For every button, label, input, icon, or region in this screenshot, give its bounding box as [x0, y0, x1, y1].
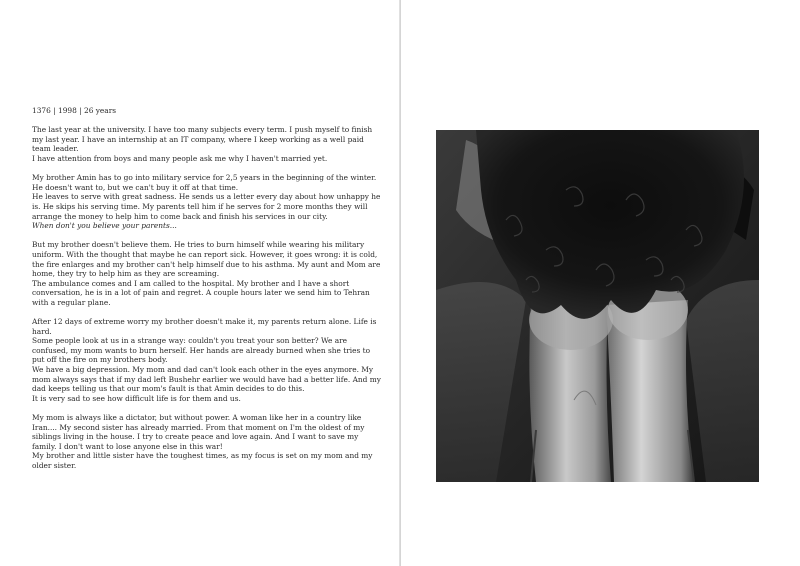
text-line: My brother and little sister have the toughest times, as my focus is set on my mom and my older sister. — [32, 451, 373, 470]
black-and-white-photo — [436, 130, 759, 482]
paragraph-university — [32, 125, 382, 163]
paragraph-aftermath — [32, 317, 382, 403]
right-page — [401, 0, 800, 566]
text-line: Some people look at us in a strange way: couldn't you treat your son better? We are confused, my mom wants to burn herself. Her hands are already burned when she tries to put off the fire on my brothers body. — [32, 336, 371, 365]
text-line: After 12 days of extreme worry my brother doesn't make it, my parents return alone. Life is hard. — [32, 317, 377, 336]
text-line: But my brother doesn't believe them. He tries to burn himself while wearing his military uniform. With the thought that maybe he can report sick. However, it goes wrong: it is cold, the fire enlarges and my brother can't help himself due to his asthma. My aunt and Mom are home, they try to help him as they are screaming. — [32, 240, 381, 279]
paragraph-fire — [32, 240, 382, 307]
italic-question: When don't you believe your parents... — [32, 221, 177, 231]
left-page — [0, 0, 399, 566]
story-text — [32, 106, 382, 480]
paragraph-military-service — [32, 173, 382, 231]
year-heading: 1376 | 1998 | 26 years — [32, 106, 117, 115]
text-line: We have a big depression. My mom and dad can't look each other in the eyes anymore. My mom always says that if my dad left Bushehr earlier we would have had a better life. And my dad keeps telling us that our mom's fault is that Amin decides to do this. — [32, 365, 381, 394]
text-line: He leaves to serve with great sadness. He sends us a letter every day about how unhappy he is. He skips his serving time. My parents tell him if he serves for 2 more months they will arrange the money to help him to come back and finish his services in our city. — [32, 192, 381, 221]
text-line: It is very sad to see how difficult life is for them and us. — [32, 393, 241, 403]
text-line: My brother Amin has to go into military service for 2,5 years in the beginning of the winter. He doesn't want to, but we can't buy it off at that time. — [32, 173, 377, 192]
text-line: The last year at the university. I have too many subjects every term. I push myself to finish my last year. I have an internship at an IT company, where I keep working as a well paid team leader. — [32, 125, 373, 154]
paragraph-family — [32, 413, 382, 471]
photo-illustration — [436, 130, 759, 482]
text-line: The ambulance comes and I am called to the hospital. My brother and I have a short conversation, he is in a lot of pain and regret. A couple hours later we send him to Tehran with a regular plane. — [32, 278, 370, 307]
text-line: I have attention from boys and many people ask me why I haven't married yet. — [32, 153, 328, 163]
text-line: My mom is always like a dictator, but without power. A woman like her in a country like Iran.... My second sister has already married. From that moment on I'm the oldest of my siblings living in the house. I try to create peace and love again. And I want to save my family. I don't want to lose anyone else in this war! — [32, 413, 365, 451]
